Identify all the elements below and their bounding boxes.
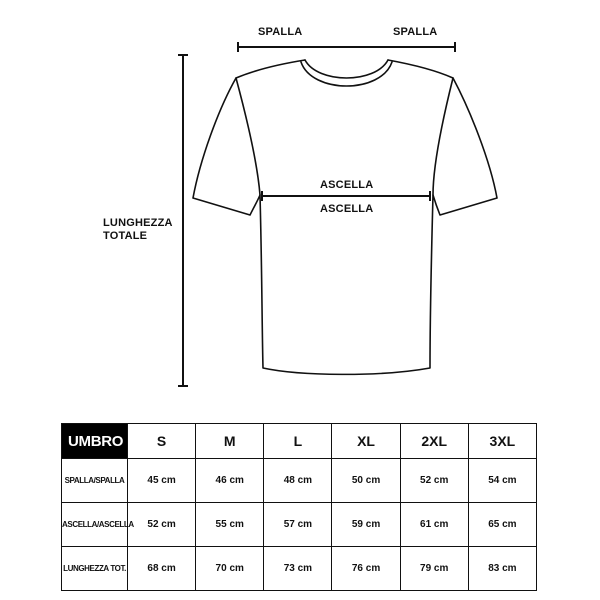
table-cell: 55 cm [196,503,264,547]
size-header: 3XL [468,424,536,459]
table-cell: 73 cm [264,547,332,591]
shoulder-label-right: SPALLA [393,26,438,38]
table-cell: 54 cm [468,459,536,503]
size-header: L [264,424,332,459]
table-cell: 83 cm [468,547,536,591]
table-cell: 45 cm [128,459,196,503]
brand-cell: UMBRO [62,424,128,459]
table-cell: 46 cm [196,459,264,503]
armpit-measure-line [262,191,430,201]
table-cell: 57 cm [264,503,332,547]
size-header: XL [332,424,400,459]
table-cell: 65 cm [468,503,536,547]
table-cell: 70 cm [196,547,264,591]
row-label: SPALLA/SPALLA [62,459,128,503]
table-cell: 59 cm [332,503,400,547]
size-header: M [196,424,264,459]
tshirt-outline [193,60,497,374]
row-label: ASCELLA/ASCELLA [62,503,128,547]
size-header: 2XL [400,424,468,459]
armpit-label-bottom: ASCELLA [320,203,374,215]
table-cell: 79 cm [400,547,468,591]
table-cell: 48 cm [264,459,332,503]
table-row [62,503,537,547]
length-measure-line [178,55,188,386]
table-cell: 61 cm [400,503,468,547]
size-header: S [128,424,196,459]
table-row [62,459,537,503]
table-cell: 68 cm [128,547,196,591]
size-header-row [62,424,537,459]
table-row [62,547,537,591]
row-label: LUNGHEZZA TOT. [62,547,128,591]
armpit-label-top: ASCELLA [320,179,374,191]
table-cell: 50 cm [332,459,400,503]
table-cell: 76 cm [332,547,400,591]
length-label-line2: TOTALE [103,230,148,242]
table-cell: 52 cm [400,459,468,503]
length-label-line1: LUNGHEZZA [103,217,173,229]
table-cell: 52 cm [128,503,196,547]
shoulder-label-left: SPALLA [258,26,303,38]
size-table [61,423,537,591]
shoulder-measure-line [238,42,455,52]
